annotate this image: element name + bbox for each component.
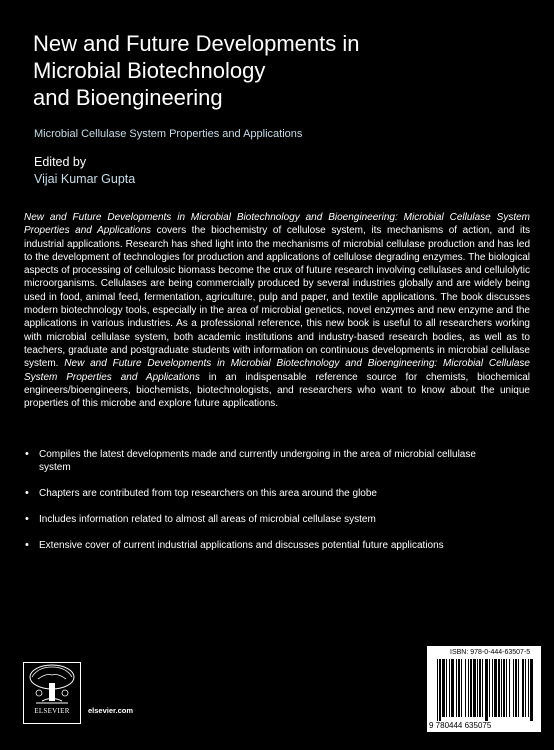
list-item xyxy=(24,513,479,526)
bullet-icon: • xyxy=(25,539,29,551)
barcode-bar xyxy=(446,659,447,717)
list-item-text: Chapters are contributed from top researchers on this area around the globe xyxy=(39,488,377,499)
barcode-bar xyxy=(509,659,510,717)
barcode-bar xyxy=(522,659,524,717)
barcode-bar xyxy=(479,659,481,717)
list-item xyxy=(24,487,479,500)
bullet-icon: • xyxy=(25,487,29,499)
title-line-1: New and Future Developments in xyxy=(33,31,360,56)
barcode-bar xyxy=(506,659,507,717)
list-item xyxy=(24,448,479,474)
barcode-bar xyxy=(449,659,450,717)
barcode-bar xyxy=(485,659,488,721)
barcode-digits: 9 780444 635075 xyxy=(429,721,492,730)
barcode-bar xyxy=(468,659,469,717)
barcode-bar xyxy=(456,659,457,717)
list-item xyxy=(24,539,479,552)
editor-name: Vijai Kumar Gupta xyxy=(34,172,136,186)
barcode xyxy=(427,646,541,732)
description-lead-italic: New and Future Developments in Microbial Biotechnology and Bioengineering: Microbial Cellulase System Properties and Applications xyxy=(24,212,530,237)
barcode-bar xyxy=(513,659,514,717)
description-mid-italic: New and Future Developments in Microbial Biotechnology and Bioengineering: Microbial Cellulase System Properties and Applications xyxy=(24,358,530,383)
book-description xyxy=(24,211,530,410)
barcode-bar xyxy=(465,659,466,717)
bullet-icon: • xyxy=(25,448,29,460)
barcode-bar xyxy=(492,659,493,717)
barcode-bar xyxy=(458,659,460,717)
title-line-3: and Bioengineering xyxy=(33,85,223,110)
publisher-name: ELSEVIER xyxy=(34,707,70,715)
book-title xyxy=(33,30,513,111)
isbn-label: ISBN: 978-0-444-63507-5 xyxy=(450,649,531,656)
list-item-text: Includes information related to almost all areas of microbial cellulase system xyxy=(39,514,376,525)
barcode-bar xyxy=(437,659,438,721)
bullet-icon: • xyxy=(25,513,29,525)
tree-icon xyxy=(24,663,80,705)
barcode-bar xyxy=(461,659,462,717)
editor-block xyxy=(34,154,135,188)
title-line-2: Microbial Biotechnology xyxy=(33,58,266,83)
barcode-bar xyxy=(482,659,483,717)
barcode-bar xyxy=(451,659,454,717)
barcode-bar xyxy=(515,659,517,717)
barcode-bar xyxy=(518,659,519,717)
barcode-bar xyxy=(494,659,497,717)
barcode-bar xyxy=(477,659,478,717)
barcode-bar xyxy=(530,659,533,721)
description-body-1: covers the biochemistry of cellulose system, its mechanisms of action, and its industrial applications. Research has shed light into the mechanisms of microbial cellulase production and has led to the development of technologies for production and applications of cellulose degrading enzymes. The biological aspects of processing of cellulosic biomass become the crux of future research involving cellulases and cellulolytic microorganisms. Cellulases are being commercially produced by several industries globally and are widely being used in food, animal feed, fermentation, agriculture, pulp and paper, and textile applications. The book discusses modern biotechnology tools, especially in the area of microbial genetics, novel enzymes and new enzyme and the applications in various industries. As a professional reference, this new book is useful to all researchers working with microbial cellulase system, both academic institutions and industry-based research bodies, as well as to teachers, graduate and postgraduate students with information on continuous developments in microbial cellulase system. xyxy=(24,225,530,370)
book-subtitle: Microbial Cellulase System Properties and Applications xyxy=(34,128,303,140)
barcode-bars xyxy=(437,659,533,721)
edited-by-label: Edited by xyxy=(34,155,87,169)
barcode-bar xyxy=(470,659,472,717)
description-body-2: in an indispensable reference source for chemists, biochemical engineers/bioengineers, biochemists, biotechnologists, and researchers who want to know about the unique properties of this microbe and explore future applications. xyxy=(24,371,530,410)
list-item-text: Compiles the latest developments made and currently undergoing in the area of microbial cellulase system xyxy=(39,449,476,473)
barcode-bar xyxy=(442,659,445,717)
barcode-bar xyxy=(525,659,526,717)
feature-list xyxy=(24,448,530,565)
list-item-text: Extensive cover of current industrial applications and discusses potential future applications xyxy=(39,540,444,551)
publisher-url: elsevier.com xyxy=(88,706,134,715)
barcode-bar xyxy=(528,659,529,717)
barcode-bar xyxy=(439,659,441,721)
barcode-bar xyxy=(498,659,500,717)
barcode-bar xyxy=(489,659,490,717)
barcode-bar xyxy=(503,659,505,717)
barcode-bar xyxy=(473,659,476,717)
barcode-bar xyxy=(501,659,502,717)
